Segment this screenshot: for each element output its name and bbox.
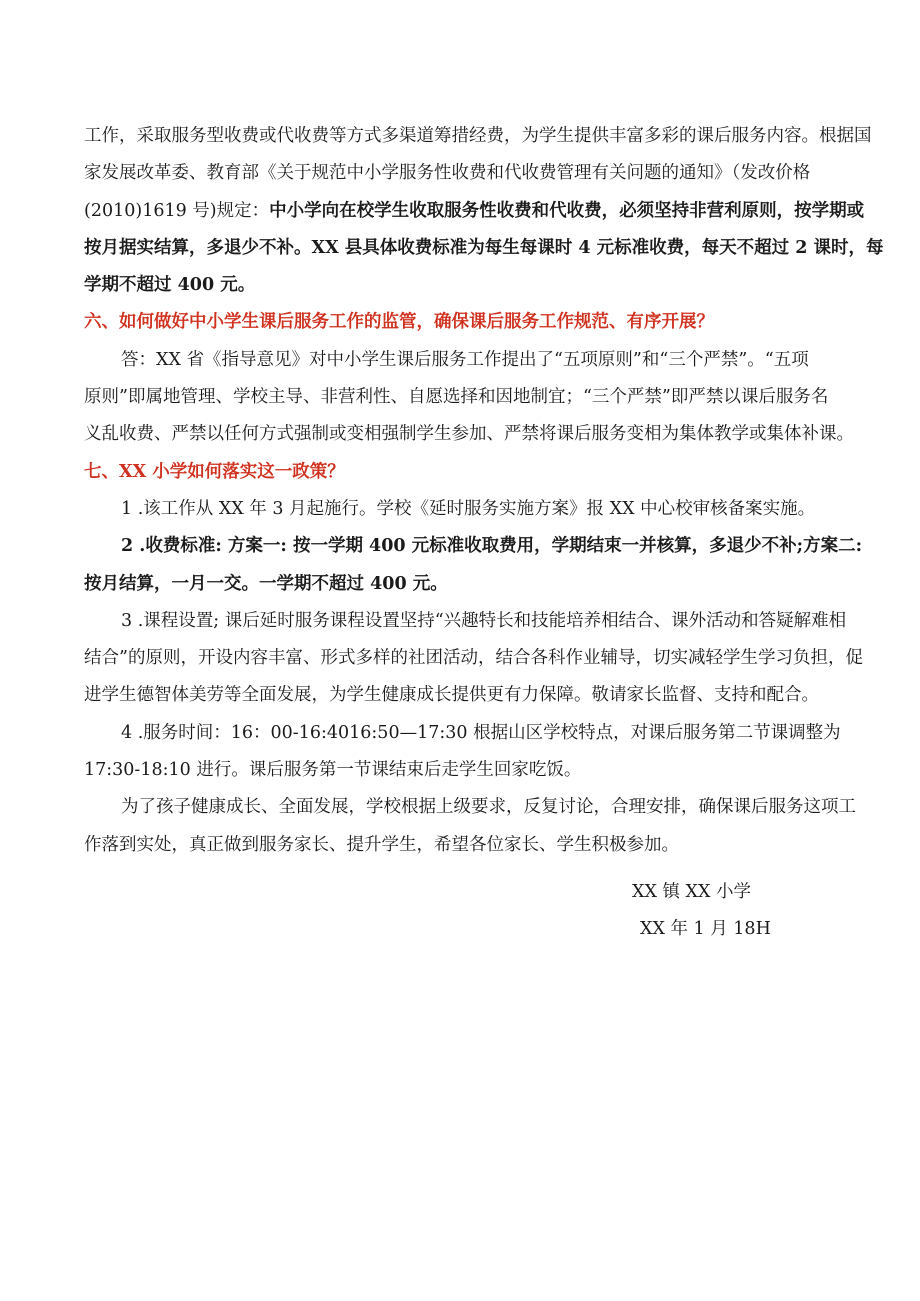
text-line: 17:30-18:10 进行。课后服务第一节课结束后走学生回家吃饭。 (84, 760, 582, 781)
bold-text-line: 2 .收费标准: 方案一: 按一学期 400 元标准收取费用，学期结束一并核算，多退少不补;方案二: (121, 536, 863, 557)
paragraph-fee-policy (84, 118, 884, 304)
section-heading-7: 七、XX 小学如何落实这一政策？ (84, 461, 345, 482)
text-span: (2010)1619 号)规定： (84, 200, 270, 221)
document-body (84, 118, 884, 949)
paragraph-closing (84, 789, 856, 864)
text-line: 家发展改革委、教育部《关于规范中小学服务性收费和代收费管理有关问题的通知》（发改价格 (84, 163, 811, 184)
text-line: 为了孩子健康成长、全面发展，学校根据上级要求，反复讨论，合理安排，确保课后服务这项工 (121, 797, 856, 818)
signature-block (84, 874, 844, 949)
text-line: 工作，采取服务型收费或代收费等方式多渠道筹措经费，为学生提供丰富多彩的课后服务内容。根据国 (84, 126, 872, 146)
text-line: 答：XX 省《指导意见》对中小学生课后服务工作提出了“五项原则”和“三个严禁”。“五项 (121, 349, 809, 370)
text-line: 结合”的原则，开设内容丰富、形式多样的社团活动，结合各科作业辅导，切实减轻学生学习负担，促 (84, 648, 863, 669)
signature-date: XX 年 1 月 18H (640, 919, 771, 940)
list-item-3 (84, 603, 863, 715)
paragraph-answer (84, 342, 854, 454)
bold-text-line: 学期不超过 400 元。 (84, 275, 256, 296)
section-heading-6: 六、如何做好中小学生课后服务工作的监管，确保课后服务工作规范、有序开展？ (84, 312, 714, 333)
text-line: 原则”即属地管理、学校主导、非营利性、自愿选择和因地制宜；“三个严禁”即严禁以课后服务名 (84, 387, 829, 408)
bold-text-span: 中小学向在校学生收取服务性收费和代收费，必须坚持非营利原则，按学期或 (269, 200, 865, 221)
text-line: 进学生德智体美劳等全面发展，为学生健康成长提供更有力保障。敬请家长监督、支持和配合。 (84, 685, 819, 706)
list-item-2 (84, 528, 863, 603)
text-line: 作落到实处，真正做到服务家长、提升学生，希望各位家长、学生积极参加。 (84, 834, 679, 855)
spacer (84, 864, 844, 874)
signature-school: XX 镇 XX 小学 (632, 881, 752, 902)
text-line (84, 193, 865, 230)
bold-text-line: 按月据实结算，多退少不补。XX 县具体收费标准为每生每课时 4 元标准收费，每天不超过 2 课时，每 (84, 237, 884, 258)
list-item-1: 1 .该工作从 XX 年 3 月起施行。学校《延时服务实施方案》报 XX 中心校审核备案实施。 (121, 498, 816, 519)
text-line: 义乱收费、严禁以任何方式强制或变相强制学生参加、严禁将课后服务变相为集体教学或集体补课。 (84, 424, 854, 445)
text-line: 4 .服务时间：16：00-16:4016:50—17:30 根据山区学校特点，对课后服务第二节课调整为 (121, 722, 841, 743)
text-line: 3 .课程设置; 课后延时服务课程设置坚持“兴趣特长和技能培养相结合、课外活动和答疑解难相 (121, 610, 847, 631)
bold-text-line: 按月结算，一月一交。一学期不超过 400 元。 (84, 573, 448, 594)
list-item-4 (84, 715, 844, 790)
